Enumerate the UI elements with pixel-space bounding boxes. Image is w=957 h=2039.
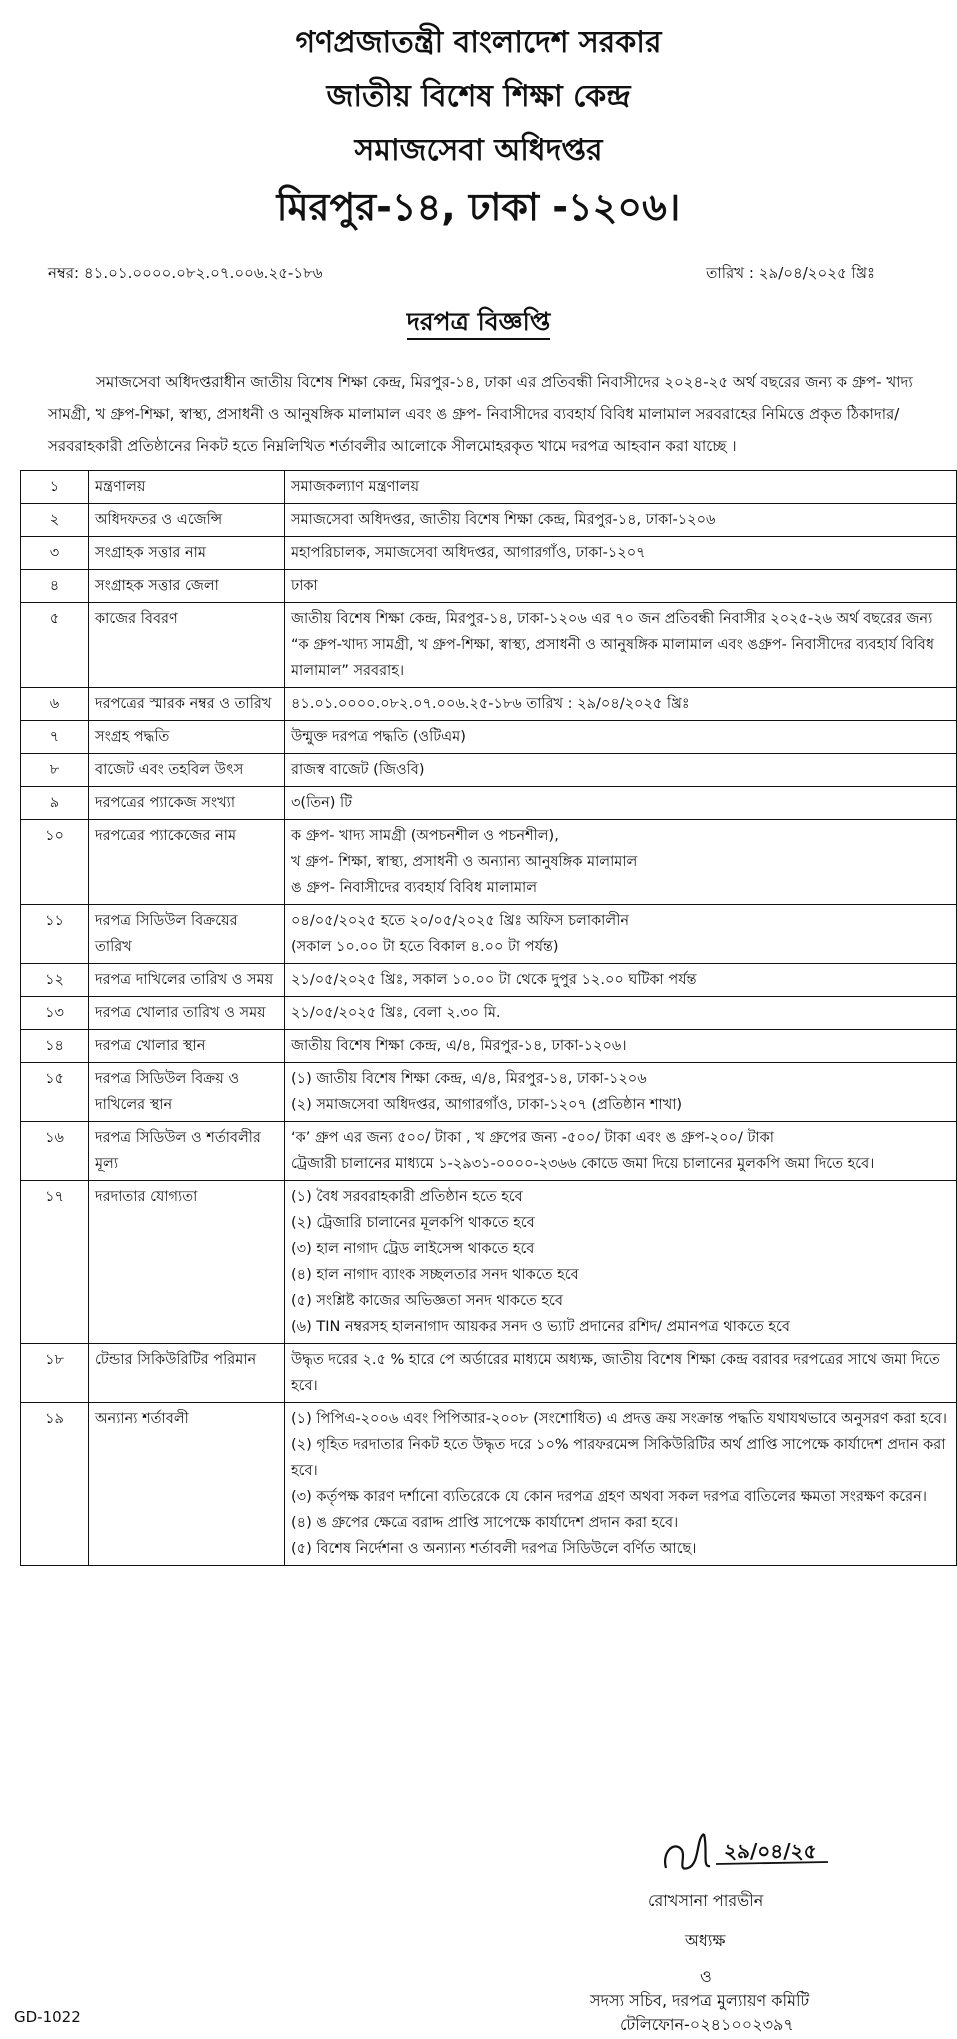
row-value [285, 997, 957, 1030]
row-value [285, 1122, 957, 1181]
table-row [21, 570, 957, 603]
row-label: দরপত্র খোলার তারিখ ও সময় [89, 997, 285, 1030]
row-value [285, 721, 957, 754]
signatory-phone: টেলিফোন-০২৪১০০২৩৯৭ [620, 2015, 794, 2034]
row-value-line: ক গ্রুপ- খাদ্য সামগ্রী (অপচনশীল ও পচনশীল), [291, 828, 559, 844]
tender-table-body [21, 471, 957, 1566]
row-label: দরপত্র সিডিউল বিক্রয় ও দাখিলের স্থান [89, 1063, 285, 1122]
signature-scribble [658, 1824, 838, 1880]
row-value-line: রাজস্ব বাজেট (জিওবি) [291, 762, 425, 778]
row-value-line: (৫) বিশেষ নির্দেশনা ও অন্যান্য শর্তাবলী দরপত্র সিডিউলে বর্ণিত আছে। [291, 1541, 697, 1557]
memo-date: তারিখ : ২৯/০৪/২০২৫ খ্রিঃ [706, 264, 875, 282]
row-value-line: উন্মুক্ত দরপত্র পদ্ধতি (ওটিএম) [291, 729, 466, 745]
row-value-line: ০৪/০৫/২০২৫ হতে ২০/০৫/২০২৫ খ্রিঃ অফিস চলাকালীন [291, 913, 629, 929]
row-value [285, 820, 957, 905]
row-label: টেন্ডার সিকিউরিটির পরিমান [89, 1344, 285, 1403]
row-serial: ৬ [21, 688, 89, 721]
row-value-line: (২) গৃহিত দরদাতার নিকট হতে উদ্ধৃত দরে ১০% পারফরমেন্স সিকিউরিটির অর্থ প্রাপ্তি সাপেক্ষে কার্যাদেশ প্রদান করা হবে। [291, 1437, 946, 1479]
row-label: সংগ্রহ পদ্ধতি [89, 721, 285, 754]
row-value-line: (২) ট্রেজারি চালানের মূলকপি থাকতে হবে [291, 1215, 535, 1231]
row-serial: ৩ [21, 537, 89, 570]
row-serial: ১০ [21, 820, 89, 905]
row-serial: ১৩ [21, 997, 89, 1030]
row-value-line: (১) বৈধ সরবরাহকারী প্রতিষ্ঠান হতে হবে [291, 1189, 523, 1205]
table-row [21, 964, 957, 997]
institution-name: জাতীয় বিশেষ শিক্ষা কেন্দ্র [326, 79, 631, 114]
row-value [285, 787, 957, 820]
row-serial: ১ [21, 471, 89, 504]
department-name: সমাজসেবা অধিদপ্তর [354, 133, 603, 168]
row-serial: ৯ [21, 787, 89, 820]
row-value [285, 964, 957, 997]
row-value-line: ৪১.০১.০০০০.০৮২.০৭.০০৬.২৫-১৮৬ তারিখ : ২৯/০৪/২০২৫ খ্রিঃ [291, 696, 690, 712]
row-value-line: ঙ গ্রুপ- নিবাসীদের ব্যবহার্য বিবিধ মালামাল [291, 880, 538, 896]
row-value-line: সমাজকল্যাণ মন্ত্রণালয় [291, 479, 419, 495]
row-value [285, 504, 957, 537]
row-value [285, 603, 957, 688]
row-serial: ১৪ [21, 1030, 89, 1063]
row-value [285, 1403, 957, 1566]
row-label: দরপত্রের প্যাকেজের নাম [89, 820, 285, 905]
table-row [21, 721, 957, 754]
row-serial: ১৭ [21, 1181, 89, 1344]
row-label: অধিদফতর ও এজেন্সি [89, 504, 285, 537]
tender-table-wrap [20, 470, 957, 1566]
row-value-line: জাতীয় বিশেষ শিক্ষা কেন্দ্র, মিরপুর-১৪, ঢাকা-১২০৬ এর ৭০ জন প্রতিবন্ধী নিবাসীর ২০২৫-২৬ অর্থ বছরের জন্য “ক গ্রুপ-খাদ্য সামগ্রী, খ গ্রুপ-শিক্ষা, স্বাস্থ্য, প্রসাধনী ও আনুষঙ্গিক মালামাল এবং ঙগ্রুপ- নিবাসীদের ব্যবহার্য বিবিধ মালামাল” সরবরাহ। [291, 611, 934, 679]
signatory-name: রোখসানা পারভীন [648, 1891, 764, 1910]
signature-date-scrawl: ২৯/০৪/২৫ [724, 1839, 817, 1863]
address-line: মিরপুর-১৪, ঢাকা -১২০৬। [276, 185, 681, 229]
row-value [285, 1030, 957, 1063]
row-value [285, 471, 957, 504]
row-value-line: ২১/০৫/২০২৫ খ্রিঃ, সকাল ১০.০০ টা থেকে দুপুর ১২.০০ ঘটিকা পর্যন্ত [291, 972, 697, 988]
row-serial: ২ [21, 504, 89, 537]
row-value-line: ঢাকা [291, 578, 318, 594]
signatory-title: অধ্যক্ষ [685, 1931, 726, 1950]
row-label: দরপত্র দাখিলের তারিখ ও সময় [89, 964, 285, 997]
row-value [285, 1344, 957, 1403]
row-value [285, 1063, 957, 1122]
row-value-line: (১) জাতীয় বিশেষ শিক্ষা কেন্দ্র, এ/৪, মিরপুর-১৪, ঢাকা-১২০৬ [291, 1071, 647, 1087]
row-serial: ৭ [21, 721, 89, 754]
row-value-line: ৩(তিন) টি [291, 795, 353, 811]
row-label: দরপত্র খোলার স্থান [89, 1030, 285, 1063]
row-serial: ১৮ [21, 1344, 89, 1403]
memo-number: নম্বর: ৪১.০১.০০০০.০৮২.০৭.০০৬.২৫-১৮৬ [48, 264, 323, 282]
notice-title-text: দরপত্র বিজ্ঞপ্তি [407, 307, 551, 340]
row-serial: ১১ [21, 905, 89, 964]
row-label: অন্যান্য শর্তাবলী [89, 1403, 285, 1566]
row-value-line: (২) সমাজসেবা অধিদপ্তর, আগারগাঁও, ঢাকা-১২০৭ (প্রতিষ্ঠান শাখা) [291, 1097, 683, 1113]
table-row [21, 537, 957, 570]
row-value [285, 570, 957, 603]
row-value-line: উদ্ধৃত দরের ২.৫ % হারে পে অর্ডারের মাধ্যমে অধ্যক্ষ, জাতীয় বিশেষ শিক্ষা কেন্দ্র বরাবর দরপত্রের সাথে জমা দিতে হবে। [291, 1352, 940, 1394]
row-label: দরপত্র সিডিউল বিক্রয়ের তারিখ [89, 905, 285, 964]
table-row [21, 997, 957, 1030]
table-row [21, 471, 957, 504]
row-label: বাজেট এবং তহবিল উৎস [89, 754, 285, 787]
row-value [285, 754, 957, 787]
table-row [21, 688, 957, 721]
row-value-line: জাতীয় বিশেষ শিক্ষা কেন্দ্র, এ/৪, মিরপুর-১৪, ঢাকা-১২০৬। [291, 1038, 627, 1054]
row-value-line: ২১/০৫/২০২৫ খ্রিঃ, বেলা ২.৩০ মি. [291, 1005, 501, 1021]
row-value-line: (৪) ঙ গ্রুপের ক্ষেত্রে বরাদ্দ প্রাপ্তি সাপেক্ষে কার্যাদেশ প্রদান করা হবে। [291, 1515, 679, 1531]
row-serial: ১৯ [21, 1403, 89, 1566]
row-label: দরপত্রের প্যাকেজ সংখ্যা [89, 787, 285, 820]
row-value [285, 1181, 957, 1344]
row-serial: ৫ [21, 603, 89, 688]
row-serial: ৮ [21, 754, 89, 787]
row-value-line: (৩) হাল নাগাদ ট্রেড লাইসেন্স থাকতে হবে [291, 1241, 535, 1257]
row-serial: ৪ [21, 570, 89, 603]
table-row [21, 1403, 957, 1566]
tender-table [20, 470, 957, 1566]
row-value-line: (৩) কর্তৃপক্ষ কারণ দর্শানো ব্যতিরেকে যে কোন দরপত্র গ্রহণ অথবা সকল দরপত্র বাতিলের ক্ষমতা সংরক্ষণ করেন। [291, 1489, 927, 1505]
table-row [21, 1344, 957, 1403]
signatory-committee-role: সদস্য সচিব, দরপত্র মুল্যায়ণ কমিটি [590, 1991, 810, 2010]
table-row [21, 1063, 957, 1122]
row-label: দরদাতার যোগ্যতা [89, 1181, 285, 1344]
table-row [21, 905, 957, 964]
row-value-line: (১) পিপিএ-২০০৬ এবং পিপিআর-২০০৮ (সংশোধিত) এ প্রদত্ত ক্রয় সংক্রান্ত পদ্ধতি যথাযথভাবে অনুসরণ করা হবে। [291, 1411, 947, 1427]
row-value-line: (৪) হাল নাগাদ ব্যাংক সচ্ছলতার সনদ থাকতে হবে [291, 1267, 579, 1283]
row-serial: ১২ [21, 964, 89, 997]
row-label: মন্ত্রণালয় [89, 471, 285, 504]
row-value-line: (সকাল ১০.০০ টা হতে বিকাল ৪.০০ টা পর্যন্ত) [291, 939, 559, 955]
row-label: সংগ্রাহক সত্তার জেলা [89, 570, 285, 603]
row-serial: ১৬ [21, 1122, 89, 1181]
row-value-line: ‘ক’ গ্রুপ এর জন্য ৫০০/ টাকা , খ গ্রুপের জন্য -৫০০/ টাকা এবং ঙ গ্রুপ-২০০/ টাকা [291, 1130, 774, 1146]
table-row [21, 787, 957, 820]
row-value [285, 537, 957, 570]
table-row [21, 504, 957, 537]
row-value-line: খ গ্রুপ- শিক্ষা, স্বাস্থ্য, প্রসাধনী ও অন্যান্য আনুষঙ্গিক মালামাল [291, 854, 638, 870]
row-value [285, 688, 957, 721]
row-value-line: (৬) TIN নম্বরসহ হালনাগাদ আয়কর সনদ ও ভ্যাট প্রদানের রশিদ/ প্রমানপত্র থাকতে হবে [291, 1319, 790, 1335]
table-row [21, 820, 957, 905]
row-value-line: মহাপরিচালক, সমাজসেবা অধিদপ্তর, আগারগাঁও, ঢাকা-১২০৭ [291, 545, 646, 561]
row-label: কাজের বিবরণ [89, 603, 285, 688]
table-row [21, 1181, 957, 1344]
gov-title: গণপ্রজাতন্ত্রী বাংলাদেশ সরকার [295, 25, 662, 60]
row-value-line: সমাজসেবা অধিদপ্তর, জাতীয় বিশেষ শিক্ষা কেন্দ্র, মিরপুর-১৪, ঢাকা-১২০৬ [291, 512, 716, 528]
table-row [21, 603, 957, 688]
table-row [21, 1030, 957, 1063]
row-label: দরপত্রের স্মারক নম্বর ও তারিখ [89, 688, 285, 721]
row-value [285, 905, 957, 964]
intro-paragraph: সমাজসেবা অধিদপ্তরাধীন জাতীয় বিশেষ শিক্ষা কেন্দ্র, মিরপুর-১৪, ঢাকা এর প্রতিবন্ধী নিবাসীদের ২০২৪-২৫ অর্থ বছরের জন্য ক গ্রুপ- খাদ্য সামগ্রী, খ গ্রুপ-শিক্ষা, স্বাস্থ্য, প্রসাধনী ও আনুষঙ্গিক মালামাল এবং ঙ গ্রুপ- নিবাসীদের ব্যবহার্য বিবিধ মালামাল সরবরাহের নিমিত্তে প্রকৃত ঠিকাদার/সরবরাহকারী প্রতিষ্ঠানের নিকট হতে নিম্নলিখিত শর্তাবলীর আলোকে সীলমোহরকৃত খামে দরপত্র আহবান করা যাচ্ছে । [48, 373, 913, 455]
notice-title [0, 302, 957, 345]
row-value-line: ট্রেজারী চালানের মাধ্যমে ১-২৯৩১-০০০০-২৩৬৬ কোডে জমা দিয়ে চালানের মুলকপি জমা দিতে হবে। [291, 1156, 875, 1172]
row-label: দরপত্র সিডিউল ও শর্তাবলীর মূল্য [89, 1122, 285, 1181]
signatory-conjunction: ও [700, 1967, 712, 1986]
row-label: সংগ্রাহক সত্তার নাম [89, 537, 285, 570]
table-row [21, 754, 957, 787]
row-serial: ১৫ [21, 1063, 89, 1122]
document-code: GD-1022 [14, 2008, 81, 2026]
table-row [21, 1122, 957, 1181]
row-value-line: (৫) সংশ্লিষ্ট কাজের অভিজ্ঞতা সনদ থাকতে হবে [291, 1293, 563, 1309]
